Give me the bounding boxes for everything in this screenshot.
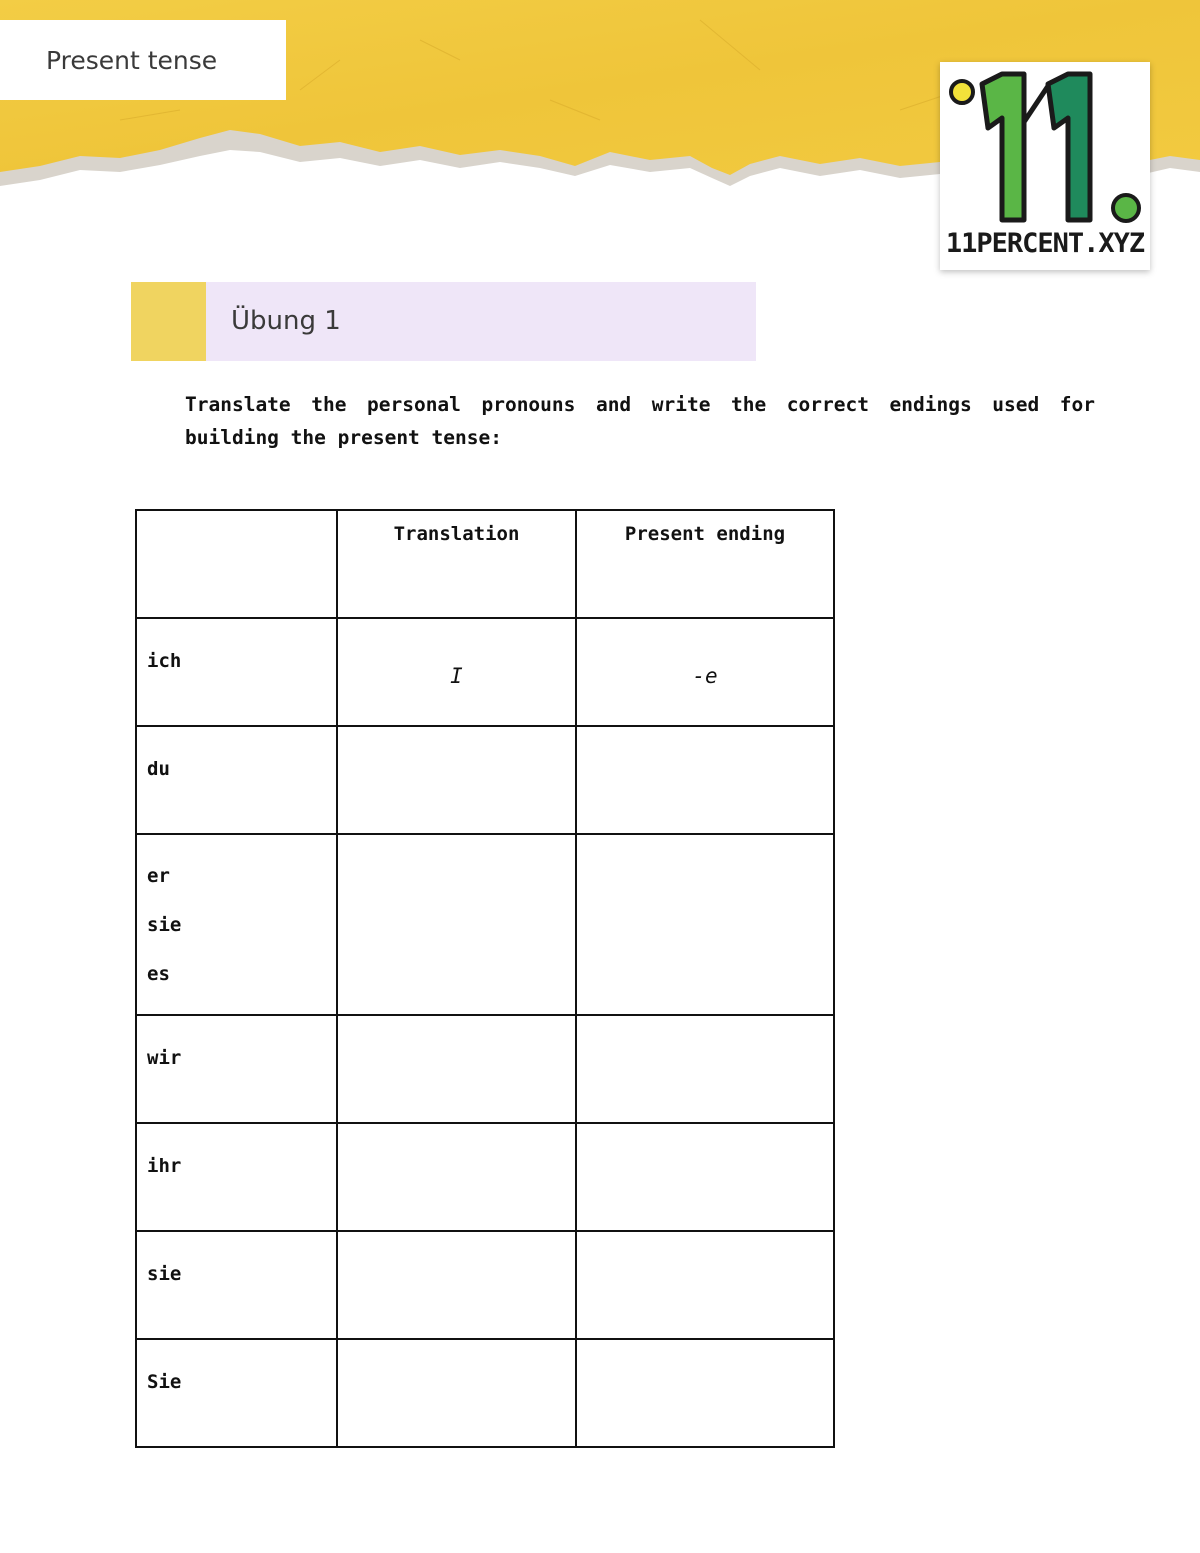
pronoun-text: sie [147, 914, 182, 936]
table-row [136, 618, 834, 726]
translation-cell[interactable] [337, 726, 576, 834]
pronoun-text: du [147, 758, 170, 780]
pronoun-text: er [147, 865, 170, 887]
table-header-row [136, 510, 834, 618]
ending-cell[interactable] [576, 1231, 834, 1339]
pronoun-cell [136, 834, 337, 1015]
header-present-ending: Present ending [576, 510, 834, 618]
translation-text: I [450, 664, 463, 688]
ending-cell[interactable] [576, 1339, 834, 1447]
table-row [136, 726, 834, 834]
translation-cell[interactable] [337, 1339, 576, 1447]
pronoun-cell [136, 1015, 337, 1123]
pronoun-text: es [147, 963, 170, 985]
pronoun-cell [136, 1231, 337, 1339]
exercise-instruction: Translate the personal pronouns and write the correct endings used for building the present tense: [185, 393, 1095, 449]
pronoun-cell [136, 726, 337, 834]
header-title-box [0, 20, 286, 100]
table-row [136, 1015, 834, 1123]
translation-cell[interactable] [337, 1231, 576, 1339]
pronoun-text: wir [147, 1047, 182, 1069]
table-row [136, 1339, 834, 1447]
ending-cell[interactable] [576, 618, 834, 726]
logo-wordmark: 11PERCENT.XYZ [945, 228, 1145, 259]
translation-cell[interactable] [337, 618, 576, 726]
section-title: Übung 1 [231, 306, 341, 336]
ending-cell[interactable] [576, 834, 834, 1015]
section-accent-block [131, 282, 206, 361]
ending-text: -e [692, 664, 718, 688]
pronoun-text: Sie [147, 1371, 182, 1393]
table-row [136, 1231, 834, 1339]
translation-cell[interactable] [337, 834, 576, 1015]
ending-cell[interactable] [576, 1123, 834, 1231]
exercise-heading [131, 282, 756, 361]
table-row [136, 1123, 834, 1231]
pronoun-cell [136, 1339, 337, 1447]
header-pronoun [136, 510, 337, 618]
pronoun-text: ich [147, 650, 182, 672]
pronoun-text: sie [147, 1263, 182, 1285]
brand-logo [940, 62, 1150, 270]
ending-cell[interactable] [576, 1015, 834, 1123]
translation-cell[interactable] [337, 1123, 576, 1231]
ending-cell[interactable] [576, 726, 834, 834]
page-title: Present tense [46, 45, 218, 75]
table-row [136, 834, 834, 1015]
header-translation: Translation [337, 510, 576, 618]
pronoun-cell [136, 618, 337, 726]
translation-cell[interactable] [337, 1015, 576, 1123]
exercise-table [135, 509, 835, 1448]
logo-11-icon [940, 62, 1150, 232]
pronoun-cell [136, 1123, 337, 1231]
pronoun-text: ihr [147, 1155, 182, 1177]
